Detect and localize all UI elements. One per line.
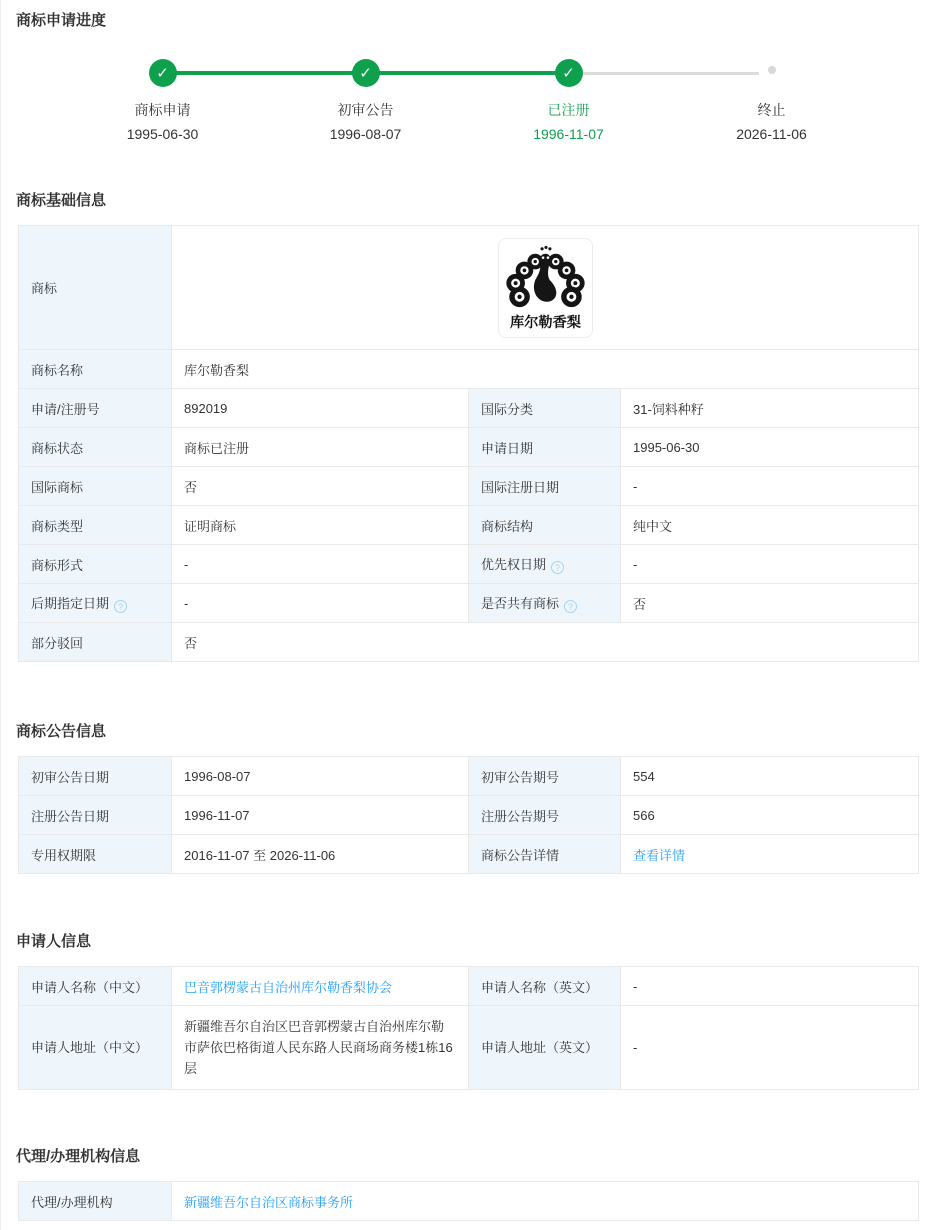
field-value: 库尔勒香梨 <box>172 350 919 389</box>
field-label <box>469 584 621 623</box>
step-label: 终止 <box>757 102 786 118</box>
step-date: 1995-06-30 <box>126 126 199 142</box>
step-done-circle <box>149 59 177 87</box>
table-row <box>19 467 919 506</box>
field-value: 证明商标 <box>172 506 469 545</box>
table-row <box>19 796 919 835</box>
announcement-section-title: 商标公告信息 <box>16 723 107 740</box>
field-value: - <box>621 967 919 1006</box>
field-label: 申请人名称（中文） <box>19 967 172 1006</box>
announcement-info-table <box>18 756 919 874</box>
step-connector <box>582 72 759 75</box>
check-icon: ✓ <box>359 64 372 82</box>
field-value: - <box>621 1006 919 1090</box>
step-pending-circle <box>768 66 776 74</box>
logo-text: 库尔勒香梨 <box>509 314 581 331</box>
field-label: 商标形式 <box>19 545 172 584</box>
table-row <box>19 545 919 584</box>
table-row <box>19 1182 919 1221</box>
table-row <box>19 967 919 1006</box>
field-label: 注册公告日期 <box>19 796 172 835</box>
field-label: 商标状态 <box>19 428 172 467</box>
table-row <box>19 835 919 874</box>
step-dot-row <box>670 59 873 87</box>
field-value: 1996-11-07 <box>172 796 469 835</box>
field-value: 否 <box>172 623 919 662</box>
field-label: 商标公告详情 <box>469 835 621 874</box>
field-value: 31-饲料种籽 <box>621 389 919 428</box>
field-label: 初审公告日期 <box>19 757 172 796</box>
agency-info-table <box>18 1181 919 1221</box>
check-icon: ✓ <box>156 64 169 82</box>
field-value: 1996-08-07 <box>172 757 469 796</box>
field-label: 部分驳回 <box>19 623 172 662</box>
help-icon[interactable]: ? <box>551 561 564 574</box>
field-label: 专用权期限 <box>19 835 172 874</box>
view-details-link[interactable]: 查看详情 <box>633 847 686 863</box>
table-row <box>19 1006 919 1090</box>
field-label: 商标结构 <box>469 506 621 545</box>
field-value: 566 <box>621 796 919 835</box>
step-label: 已注册 <box>547 102 590 118</box>
step-date: 2026-11-06 <box>736 126 807 142</box>
table-row <box>19 506 919 545</box>
table-row <box>19 350 919 389</box>
table-row <box>19 757 919 796</box>
field-value: - <box>621 545 919 584</box>
field-value: - <box>172 545 469 584</box>
table-row <box>19 584 919 623</box>
step-date: 1996-11-07 <box>533 126 604 142</box>
field-label <box>469 545 621 584</box>
field-label: 申请/注册号 <box>19 389 172 428</box>
field-label-text: 优先权日期 <box>481 557 547 572</box>
applicant-name-link[interactable]: 巴音郭楞蒙古自治州库尔勒香梨协会 <box>184 979 393 995</box>
applicant-section-title: 申请人信息 <box>16 933 92 950</box>
peacock-logo-graphic <box>499 241 592 337</box>
table-row <box>19 226 919 350</box>
check-icon: ✓ <box>562 64 575 82</box>
field-label: 注册公告期号 <box>469 796 621 835</box>
field-label: 国际分类 <box>469 389 621 428</box>
field-label-text: 后期指定日期 <box>31 596 110 611</box>
table-row <box>19 623 919 662</box>
agency-section-title: 代理/办理机构信息 <box>16 1148 141 1165</box>
step-connector <box>379 71 556 75</box>
help-icon[interactable]: ? <box>564 600 577 613</box>
table-row <box>19 389 919 428</box>
field-label: 商标名称 <box>19 350 172 389</box>
field-value: 否 <box>172 467 469 506</box>
field-label: 商标类型 <box>19 506 172 545</box>
step-connector <box>176 71 353 75</box>
field-label: 申请人地址（英文） <box>469 1006 621 1090</box>
applicant-info-table <box>18 966 919 1090</box>
field-value: - <box>172 584 469 623</box>
field-value <box>172 967 469 1006</box>
field-value: 新疆维吾尔自治区巴音郭楞蒙古自治州库尔勒市萨依巴格街道人民东路人民商场商务楼1栋16层 <box>172 1006 469 1090</box>
field-label <box>19 584 172 623</box>
help-icon[interactable]: ? <box>114 600 127 613</box>
step-done-circle <box>352 59 380 87</box>
field-value: 1995-06-30 <box>621 428 919 467</box>
field-label: 代理/办理机构 <box>19 1182 172 1221</box>
trademark-image-cell <box>172 226 919 350</box>
field-label: 申请日期 <box>469 428 621 467</box>
field-label: 初审公告期号 <box>469 757 621 796</box>
field-value: 554 <box>621 757 919 796</box>
field-value: 商标已注册 <box>172 428 469 467</box>
step-label: 初审公告 <box>337 102 394 118</box>
field-label: 商标 <box>19 226 172 350</box>
field-value: 892019 <box>172 389 469 428</box>
progress-stepper <box>61 59 873 143</box>
step-termination <box>670 59 873 143</box>
progress-section-title: 商标申请进度 <box>16 12 107 29</box>
field-label-text: 是否共有商标 <box>481 596 560 611</box>
field-value: 纯中文 <box>621 506 919 545</box>
field-value <box>621 835 919 874</box>
basic-section-title: 商标基础信息 <box>16 192 107 209</box>
step-label: 商标申请 <box>134 102 191 118</box>
field-value: 否 <box>621 584 919 623</box>
step-done-circle <box>555 59 583 87</box>
field-value <box>172 1182 919 1221</box>
table-row <box>19 428 919 467</box>
field-label: 申请人地址（中文） <box>19 1006 172 1090</box>
agency-name-link[interactable]: 新疆维吾尔自治区商标事务所 <box>184 1194 354 1210</box>
field-value: - <box>621 467 919 506</box>
field-label: 国际注册日期 <box>469 467 621 506</box>
field-label: 申请人名称（英文） <box>469 967 621 1006</box>
trademark-logo-image <box>498 238 593 338</box>
field-label: 国际商标 <box>19 467 172 506</box>
field-value: 2016-11-07 至 2026-11-06 <box>172 835 469 874</box>
basic-info-table <box>18 225 919 662</box>
step-date: 1996-08-07 <box>329 126 402 142</box>
